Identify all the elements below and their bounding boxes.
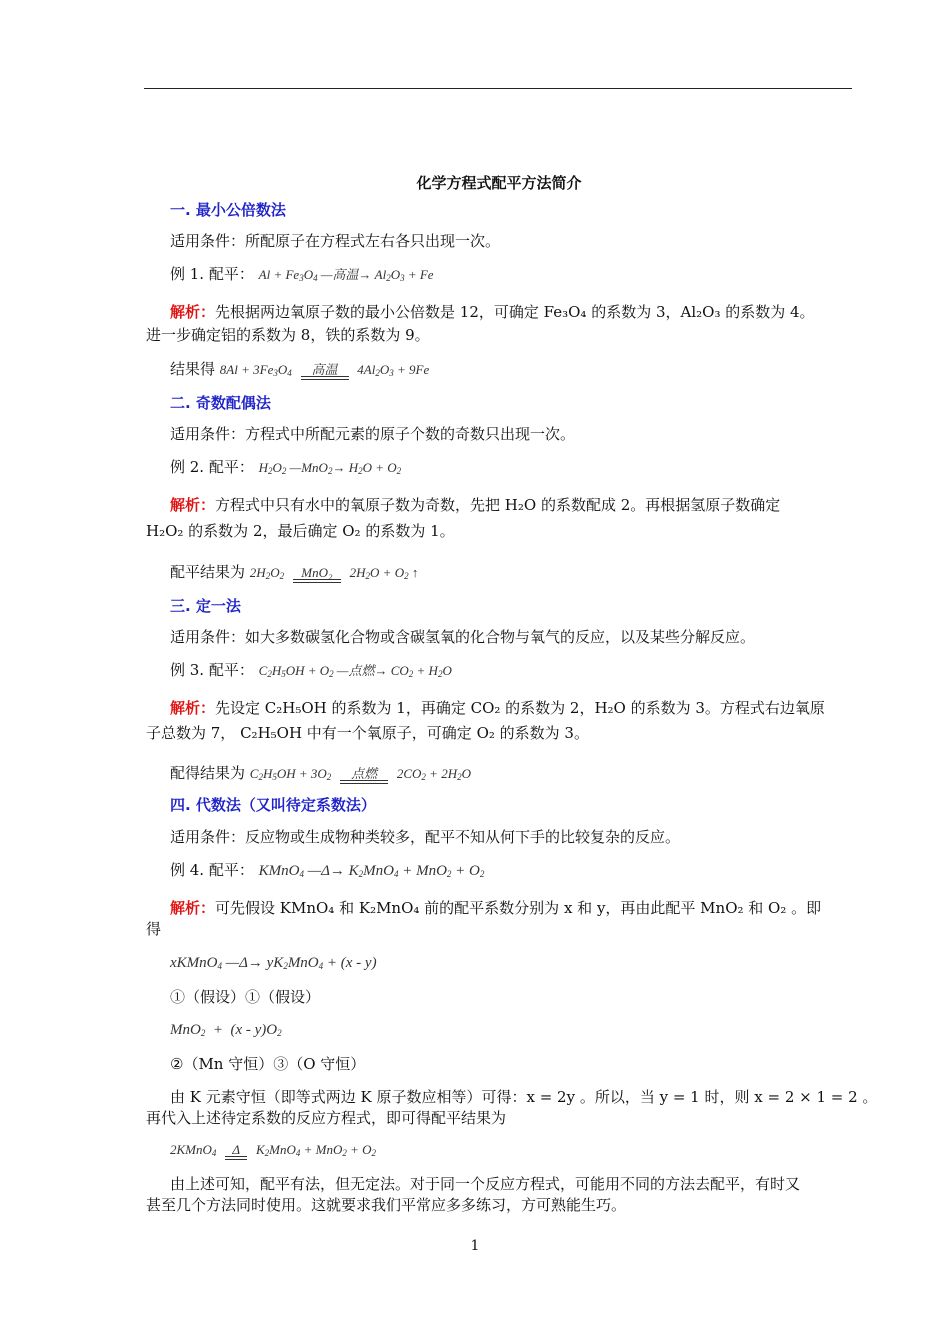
section-heading-2: 二. 奇数配偶法 [170,394,271,412]
result-lhs: $C_2H_5OH + 3O_2$ [249,766,332,782]
deduction-text-cont: 再代入上述待定系数的反应方程式，即可得配平结果为 [146,1109,507,1127]
reaction-condition-bar [225,1144,247,1160]
reaction-condition-bar [340,768,388,784]
section-heading-1: 一. 最小公倍数法 [170,201,286,219]
result-rhs: $2H_2O + O_2$ ↑ [349,565,419,581]
example-label: 例 1. 配平： [170,265,254,283]
condition-label: Δ [232,1142,240,1157]
example-2 [170,455,852,483]
example-label: 例 3. 配平： [170,661,254,679]
analysis-2-cont: H₂O₂ 的系数为 2，最后确定 O₂ 的系数为 1。 [146,522,455,540]
result-rhs: $4Al_2O_3 + 9Fe$ [357,362,430,378]
example-label: 例 4. 配平： [170,861,254,879]
result-1 [170,357,852,385]
analysis-text: 可先假设 KMnO₄ 和 K₂MnO₄ 前的配平系数分别为 x 和 y，再由此配平 MnO₂ 和 O₂ 。即 [215,899,822,917]
example-3 [170,658,852,686]
analysis-label: 解析： [170,899,216,917]
equation-with-unknowns: xKMnO$_4$ —Δ→ $yK_2MnO_4 + (x - y)$ [170,955,377,971]
result-3 [170,761,852,789]
result-4 [170,1137,852,1165]
result-rhs: $2CO_2 + 2H_2O$ [396,766,471,782]
page-number: 1 [470,1238,480,1254]
example-label: 例 2. 配平： [170,458,254,476]
analysis-text: 先设定 C₂H₅OH 的系数为 1，再确定 CO₂ 的系数为 2，H₂O 的系数为 3。方程式右边氧原 [215,699,825,717]
equation-with-unknowns-2: $MnO_2 + (x - y)O_2$ [170,1022,282,1038]
condition-label: 高温 [311,362,338,377]
result-rhs: $K_2MnO_4 + MnO_2 + O_2$ [255,1142,377,1158]
document-title: 化学方程式配平方法简介 [416,174,582,192]
header-rule [144,88,852,89]
example-1 [170,262,852,290]
condition-text-2: 适用条件：方程式中所配元素的原子个数的奇数只出现一次。 [170,425,576,443]
analysis-3 [170,696,852,720]
conservation-note: ②（Mn 守恒）③（O 守恒） [170,1055,366,1073]
analysis-4-cont: 得 [146,920,162,938]
condition-text-3: 适用条件：如大多数碳氢化合物或含碳氢氧的化合物与氧气的反应，以及某些分解反应。 [170,628,756,646]
analysis-text: 先根据两边氧原子数的最小公倍数是 12，可确定 Fe₃O₄ 的系数为 3，Al₂O₃ 的系数为 4。 [215,303,815,321]
section-heading-4: 四. 代数法（又叫待定系数法） [170,796,376,814]
analysis-label: 解析： [170,699,216,717]
analysis-2 [170,493,852,517]
reaction-condition-bar [301,364,349,380]
condition-text-1: 适用条件：所配原子在方程式左右各只出现一次。 [170,232,501,250]
result-lhs: $8Al + 3Fe_3O_4$ [219,362,292,378]
analysis-3-cont: 子总数为 7， C₂H₅OH 中有一个氧原子，可确定 O₂ 的系数为 3。 [146,724,589,742]
result-label: 配得结果为 [170,764,246,782]
analysis-1-cont: 进一步确定铝的系数为 8，铁的系数为 9。 [146,326,430,344]
equation: $C_2H_5OH + O_2$ —点燃→ $CO_2 + H_2O$ [258,663,452,679]
condition-label: MnO₂ [301,565,333,580]
result-label: 配平结果为 [170,563,246,581]
result-lhs: 2KMnO$_4$ [170,1142,217,1158]
analysis-label: 解析： [170,496,216,514]
result-2 [170,560,852,588]
section-heading-3: 三. 定一法 [170,597,241,615]
reaction-condition-bar [293,567,341,583]
summary-text-cont: 甚至几个方法同时使用。这就要求我们平常应多多练习，方可熟能生巧。 [146,1196,627,1214]
condition-text-4: 适用条件：反应物或生成物种类较多，配平不知从何下手的比较复杂的反应。 [170,828,681,846]
result-lhs: $2H_2O_2$ [249,565,285,581]
summary-text: 由上述可知，配平有法，但无定法。对于同一个反应方程式，可能用不同的方法去配平，有时又 [170,1175,801,1193]
analysis-text: 方程式中只有水中的氧原子数为奇数，先把 H₂O 的系数配成 2。再根据氢原子数确定 [215,496,781,514]
example-4 [170,858,852,886]
deduction-text: 由 K 元素守恒（即等式两边 K 原子数应相等）可得：x = 2y 。所以，当 y = 1 时，则 x = 2 × 1 = 2 。 [170,1088,878,1106]
result-label: 结果得 [170,360,216,378]
equation: KMnO$_4$ —Δ→ $K_2MnO_4 + MnO_2 + O_2$ [258,863,485,879]
analysis-1 [170,300,852,324]
condition-label: 点燃 [351,766,378,781]
equation: $H_2O_2$ —MnO$_2$→ $H_2O + O_2$ [258,460,402,476]
analysis-label: 解析： [170,303,216,321]
assumption-note: ①（假设）①（假设） [170,988,321,1006]
equation: $Al + Fe_3O_4$ —高温→ $Al_2O_3 + Fe$ [258,267,434,283]
